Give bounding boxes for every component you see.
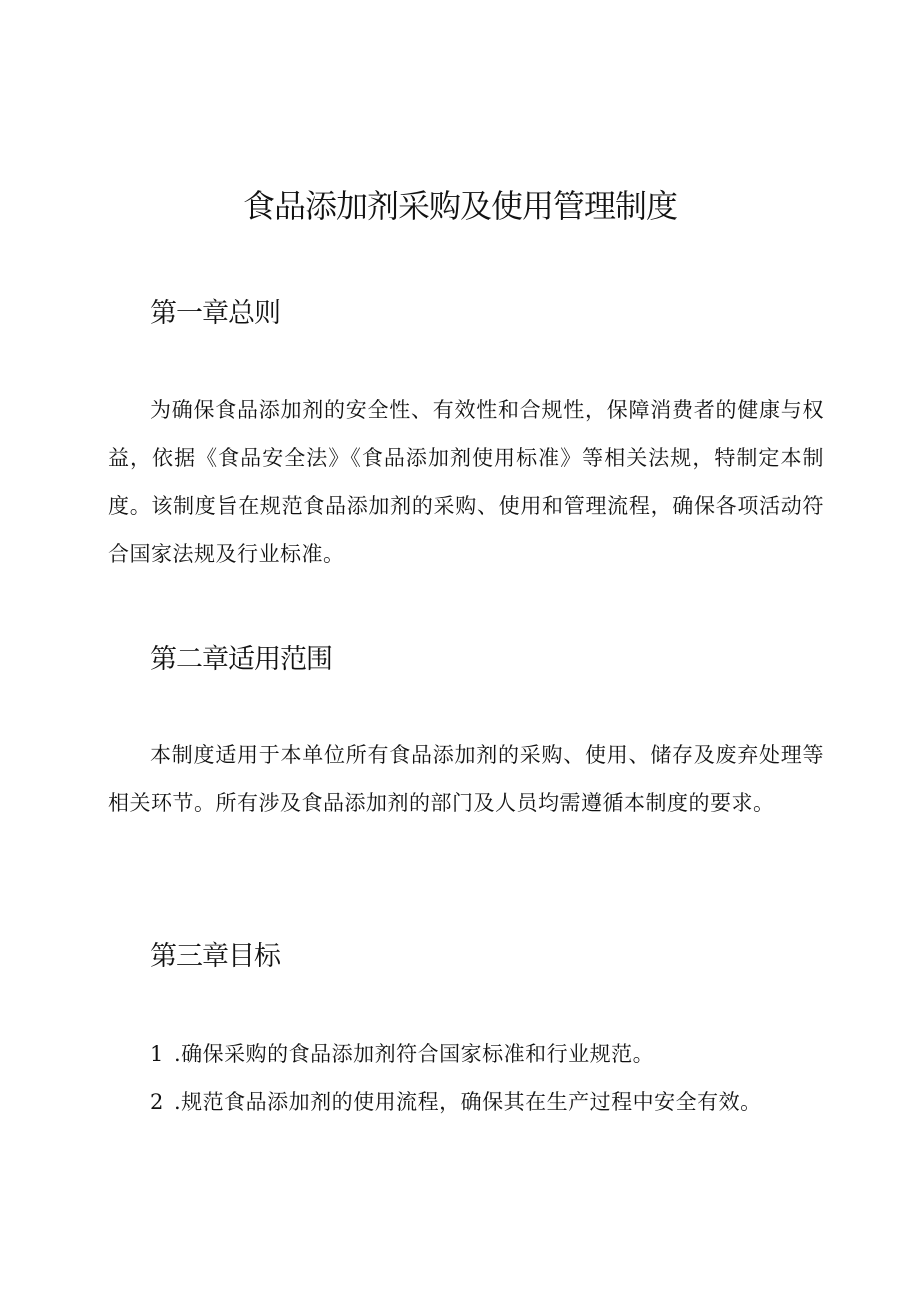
chapter-1-paragraph: 为确保食品添加剂的安全性、有效性和合规性，保障消费者的健康与权益，依据《食品安全法》《食品添加剂使用标准》等相关法规，特制定本制度。该制度旨在规范食品添加剂的采购、使用和管理流程，确保各项活动符合国家法规及行业标准。	[108, 398, 824, 566]
chapter-1-heading: 第一章总则	[150, 298, 280, 329]
list-item-text: .确保采购的食品添加剂符合国家标准和行业规范。	[174, 1042, 655, 1066]
list-item-number: 2	[150, 1090, 164, 1114]
document-title: 食品添加剂采购及使用管理制度	[242, 187, 677, 225]
list-item	[150, 1087, 762, 1117]
list-item	[150, 1039, 654, 1069]
list-item-text: .规范食品添加剂的使用流程，确保其在生产过程中安全有效。	[174, 1090, 762, 1114]
list-item-number: 1	[150, 1042, 164, 1066]
chapter-2-paragraph: 本制度适用于本单位所有食品添加剂的采购、使用、储存及废弃处理等相关环节。所有涉及食品添加剂的部门及人员均需遵循本制度的要求。	[108, 743, 824, 815]
chapter-2-heading: 第二章适用范围	[150, 644, 332, 675]
chapter-3-heading: 第三章目标	[150, 941, 280, 972]
